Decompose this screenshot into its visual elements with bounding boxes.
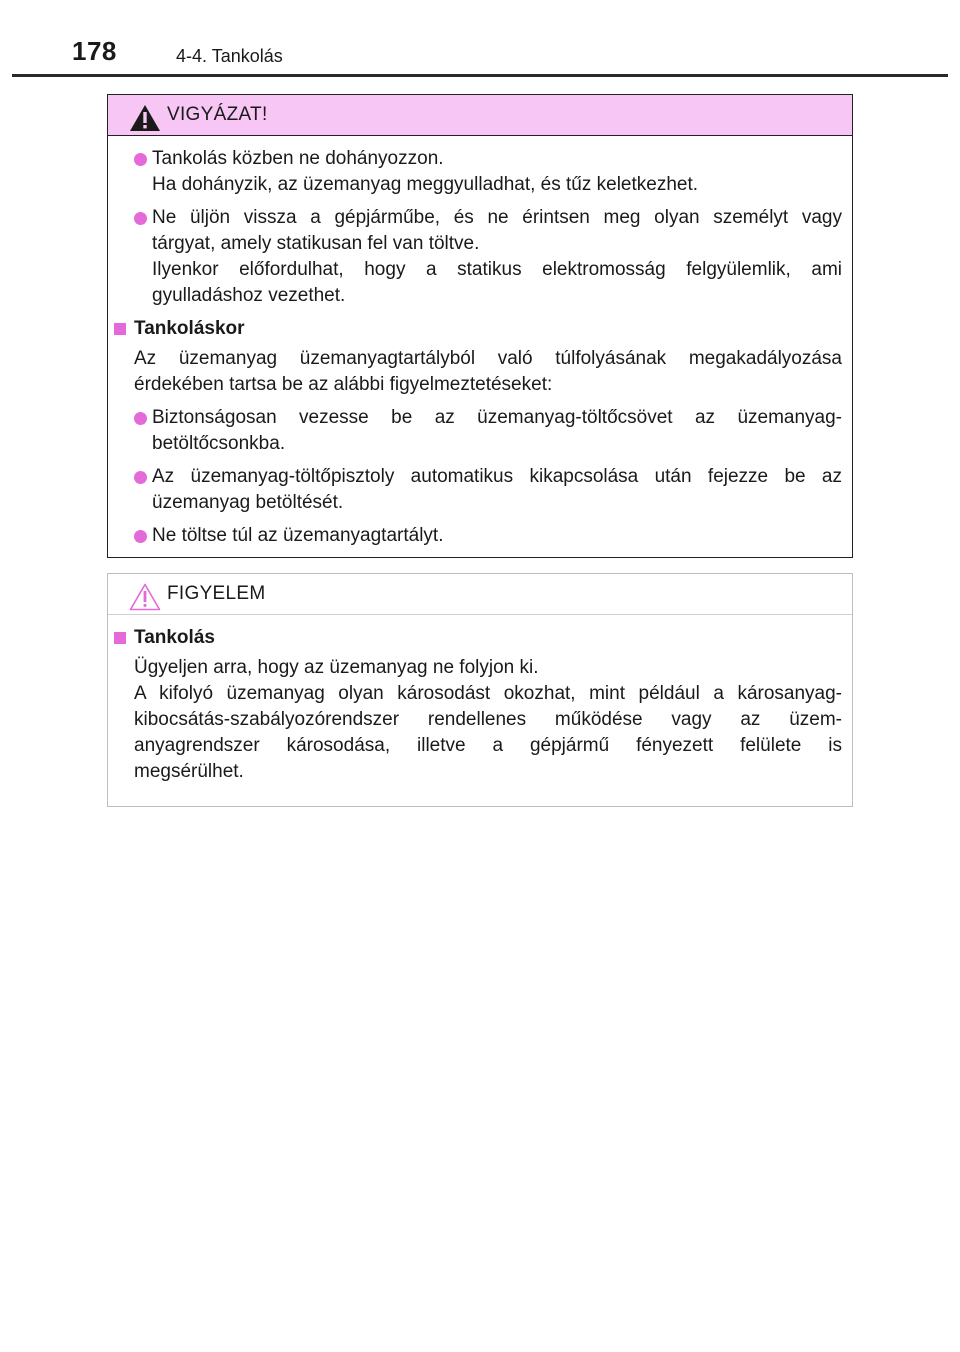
text-line: Az üzemanyag-töltőpisztoly automatikus kikapcsolása után fejezze be az (152, 466, 842, 487)
list-item (114, 205, 842, 309)
text-line: üzemanyag betöltését. (152, 492, 344, 513)
text-line: Tankolás közben ne dohányozzon. (152, 148, 444, 169)
warning-box-title: VIGYÁZAT! (167, 104, 268, 125)
notice-triangle-icon (128, 582, 162, 612)
text-line: anyagrendszer károsodása, illetve a gépjármű fényezett felülete is (134, 735, 842, 756)
subsection-heading (114, 625, 842, 651)
bullet-icon (134, 212, 147, 225)
subsection-title: Tankoláskor (134, 318, 245, 339)
bullet-icon (134, 471, 147, 484)
text-line: Az üzemanyag üzemanyagtartályból való túlfolyásának megakadályozása (134, 348, 842, 369)
subsection-text (114, 655, 842, 785)
page-number: 178 (72, 36, 117, 66)
page-header (0, 0, 960, 80)
subsection-title: Tankolás (134, 627, 215, 648)
text-line: megsérülhet. (134, 761, 244, 782)
section-title: 4-4. Tankolás (176, 46, 283, 66)
text-line: Ne üljön vissza a gépjárműbe, és ne érintsen meg olyan személyt vagy (152, 207, 842, 228)
square-bullet-icon (114, 323, 126, 335)
text-line: érdekében tartsa be az alábbi figyelmeztetéseket: (134, 374, 553, 395)
notice-box-header (108, 574, 852, 615)
text-line: tárgyat, amely statikusan fel van töltve. (152, 233, 480, 254)
bullet-icon (134, 530, 147, 543)
header-rule (12, 74, 948, 77)
text-line: Biztonságosan vezesse be az üzemanyag-töltőcsövet az üzemanyag- (152, 407, 842, 428)
square-bullet-icon (114, 632, 126, 644)
subsection-heading (114, 316, 842, 342)
notice-box (107, 573, 853, 807)
bullet-icon (134, 412, 147, 425)
list-item (114, 523, 842, 549)
notice-box-body (108, 615, 852, 785)
warning-triangle-icon (128, 103, 162, 133)
warning-box-body (108, 136, 852, 549)
list-item (114, 464, 842, 516)
text-line: gyulladáshoz vezethet. (152, 285, 346, 306)
bullet-icon (134, 153, 147, 166)
text-line: betöltőcsonkba. (152, 433, 286, 454)
warning-box-header (108, 95, 852, 136)
subsection-intro (114, 346, 842, 398)
text-line: A kifolyó üzemanyag olyan károsodást okozhat, mint például a károsanyag- (134, 683, 842, 704)
text-line: Ilyenkor előfordulhat, hogy a statikus elektromosság felgyülemlik, ami (152, 259, 842, 280)
warning-box (107, 94, 853, 558)
text-line: Ne töltse túl az üzemanyagtartályt. (152, 525, 444, 546)
text-line: Ha dohányzik, az üzemanyag meggyulladhat, és tűz keletkezhet. (152, 174, 699, 195)
text-line: Ügyeljen arra, hogy az üzemanyag ne folyjon ki. (134, 657, 539, 678)
list-item (114, 405, 842, 457)
notice-box-title: FIGYELEM (167, 583, 266, 604)
text-line: kibocsátás-szabályozórendszer rendellenes működése vagy az üzem- (134, 709, 842, 730)
list-item (114, 146, 842, 198)
